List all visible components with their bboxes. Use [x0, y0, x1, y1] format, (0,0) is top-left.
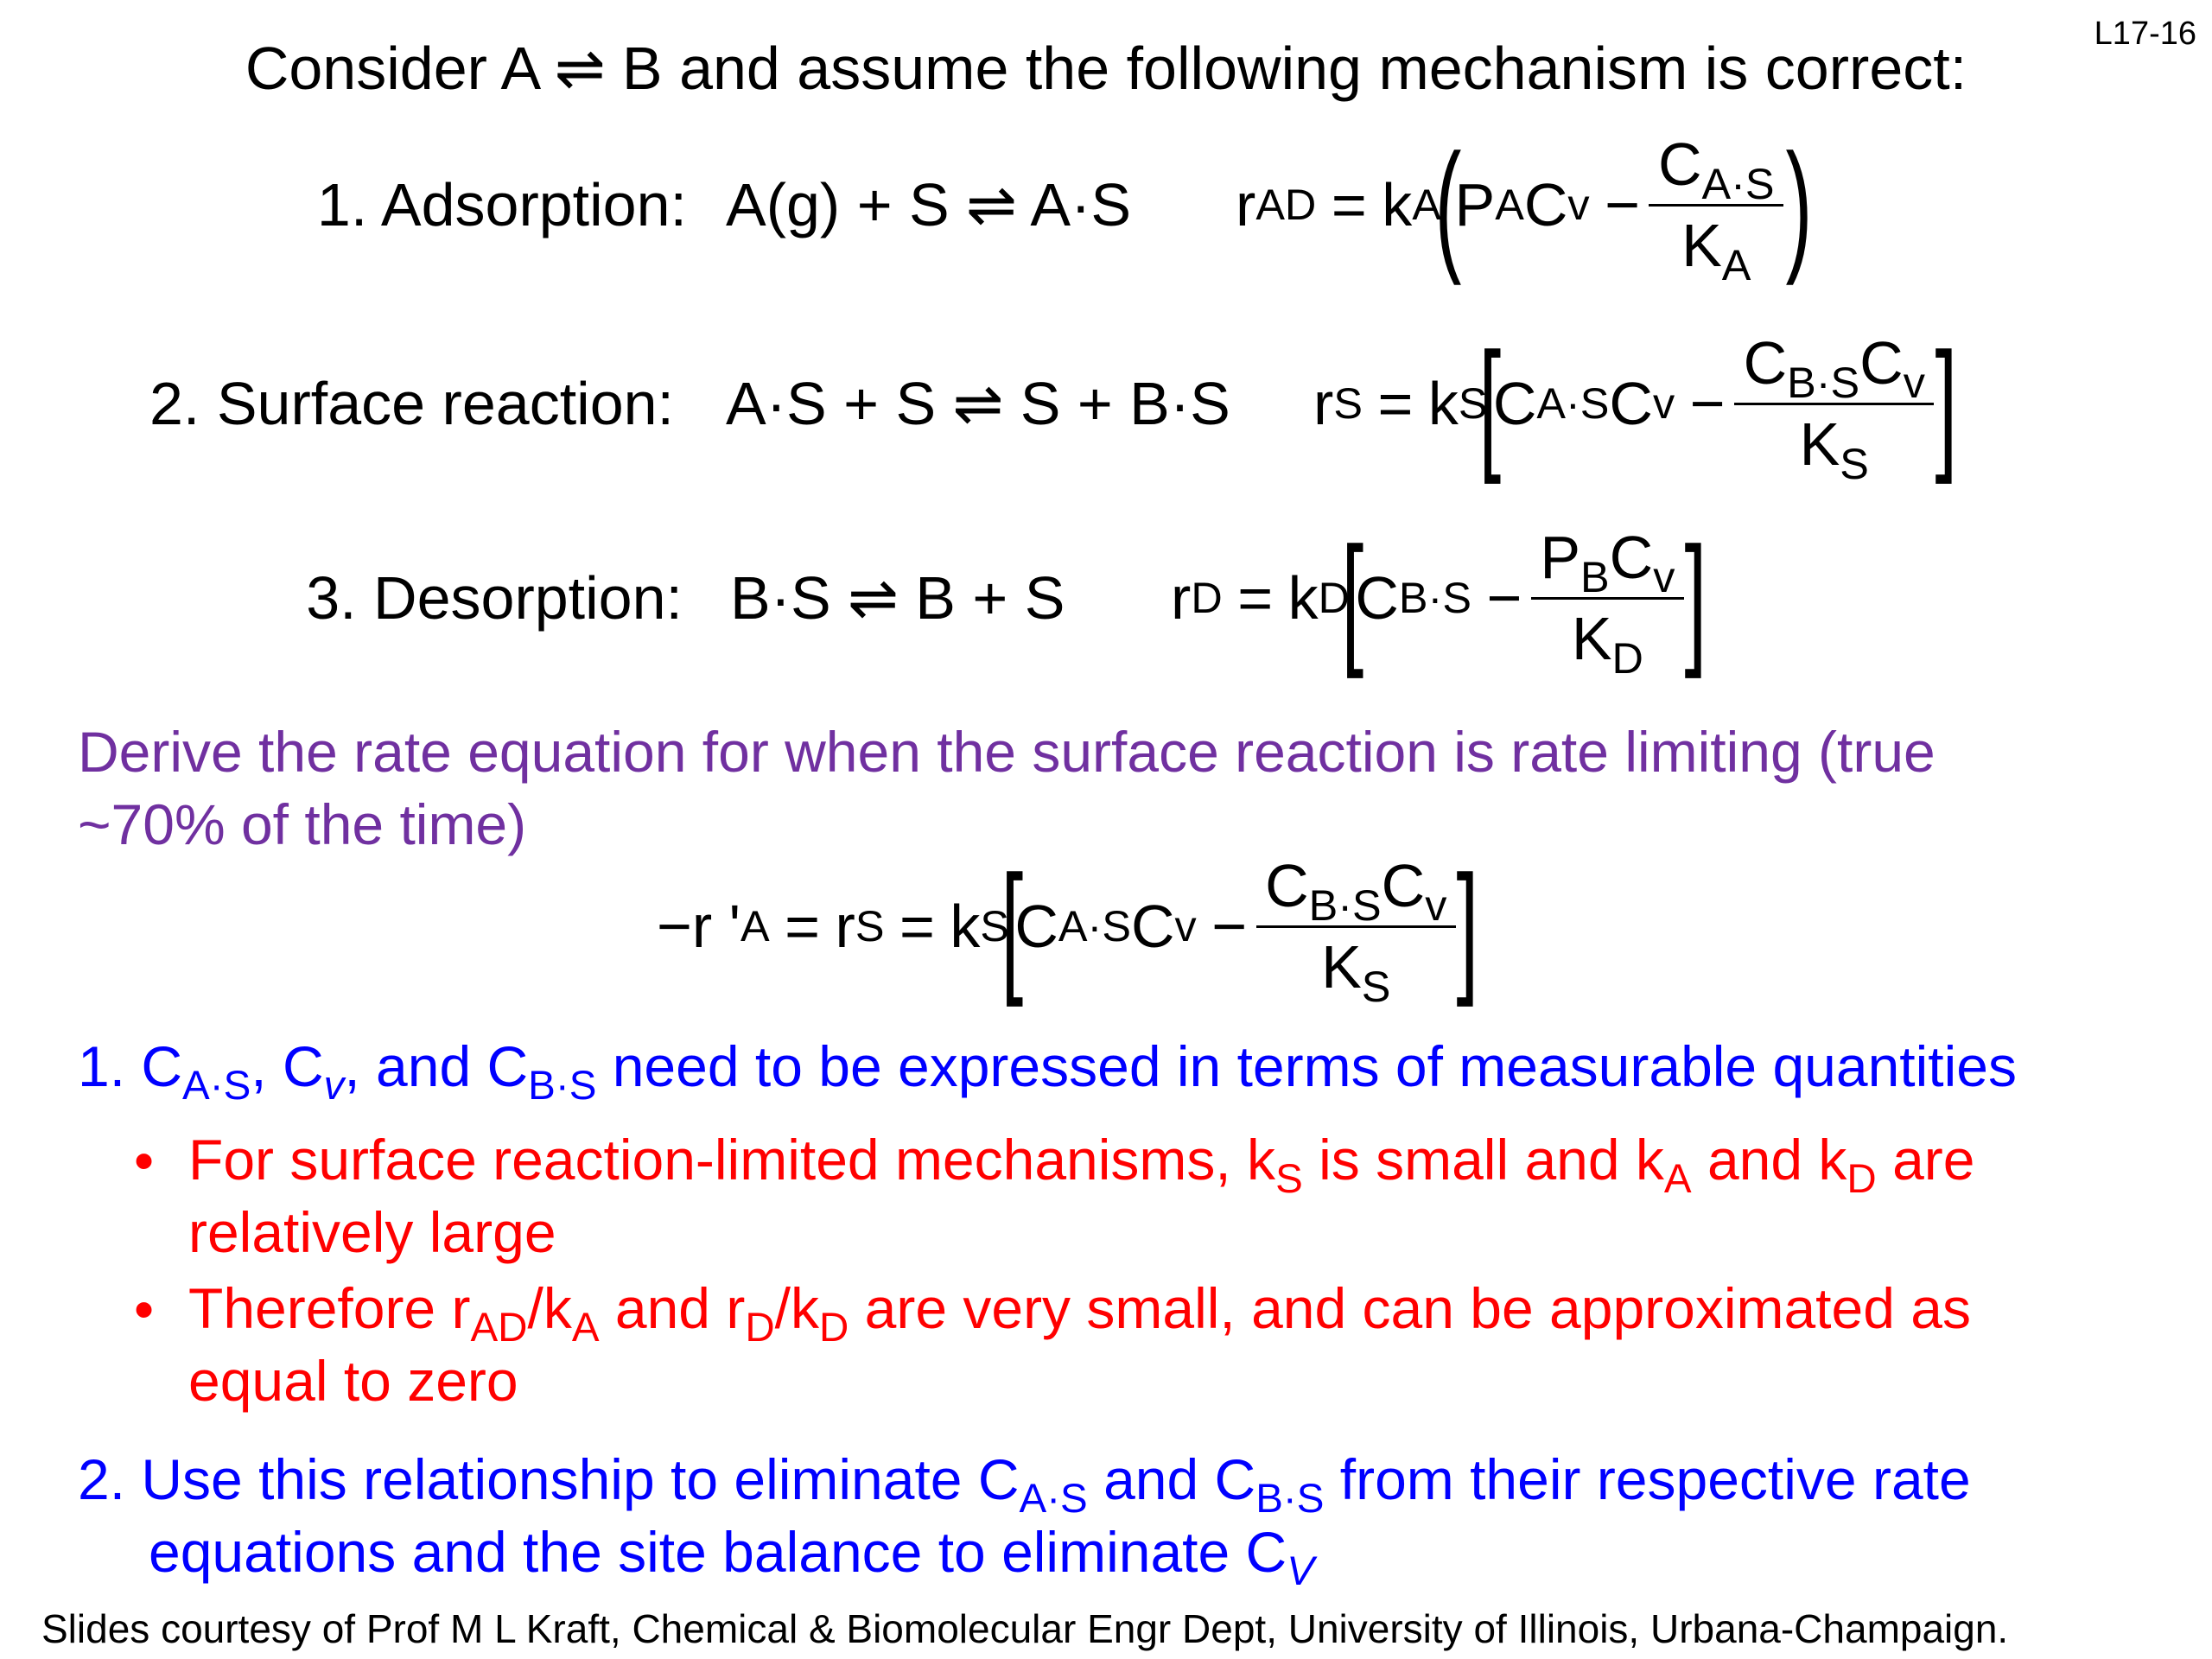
close-bracket: ]: [1935, 321, 1957, 485]
step-reaction: B·S ⇌ B + S: [730, 564, 1065, 632]
close-bracket: ]: [1456, 844, 1479, 1007]
bullet-dot: •: [134, 1277, 155, 1341]
close-bracket: ]: [1684, 516, 1707, 679]
fraction: $\frac{P_BC_v}{K_D}$: [1531, 523, 1684, 673]
footer-credit: Slides courtesy of Prof M L Kraft, Chemical & Biomolecular Engr Dept, University of Illinois, Urbana-Champaign.: [41, 1606, 2009, 1651]
rate-expression: r D = k D [ C B·S − $\frac{P_BC_v}{K_D}$ ]: [1171, 516, 1707, 683]
open-bracket: [: [1478, 321, 1502, 485]
step-reaction: A(g) + S ⇌ A·S: [726, 171, 1132, 239]
step-label: 2. Surface reaction:: [149, 370, 674, 438]
mechanism-step-desorption: [0, 516, 1707, 683]
mechanism-step-adsorption: [0, 123, 1813, 290]
mechanism-step-surface-reaction: [0, 321, 1957, 489]
slide-number: L17-16: [2094, 16, 2196, 52]
slide-title: Consider A ⇌ B and assume the following mechanism is correct:: [245, 35, 1967, 102]
derive-statement: Derive the rate equation for when the surface reaction is rate limiting (true ~70% of the time): [78, 720, 1936, 857]
rate-expression: r S = k S [ C A·S C v − $\frac{C_{B\cdot S}C_v}{K_S}$ ]: [1313, 321, 1957, 489]
bullet-dot: •: [134, 1128, 155, 1192]
close-paren: ): [1785, 123, 1813, 286]
bullet-item: For surface reaction-limited mechanisms, $k_S$ is small and $k_A$ and $k_D$ are relatively large: [188, 1128, 1975, 1265]
rate-expression: r AD = k A ( P A C v − $\frac{C_{A\cdot S}}{K_A}$ ): [1236, 123, 1813, 290]
open-bracket: [: [1341, 516, 1364, 679]
step-label: 3. Desorption:: [306, 564, 683, 632]
open-paren: (: [1434, 123, 1462, 286]
fraction: $\frac{C_{A\cdot S}}{K_A}$: [1649, 130, 1783, 280]
step-reaction: A·S + S ⇌ S + B·S: [726, 370, 1230, 438]
fraction: $\frac{C_{B\cdot S}C_v}{K_S}$: [1256, 851, 1456, 1001]
point-1: 1. $C_{A\cdot S}$, $C_v$, and $C_{B\cdot S}$ need to be expressed in terms of measurable quantities: [78, 1034, 2018, 1109]
rate-equation: −r ' A = r S = k S [ C A·S C v − $\frac{C_{B\cdot S}C_v}{K_S}$ ]: [657, 844, 1479, 1012]
open-bracket: [: [1001, 844, 1024, 1007]
point-2: 2. Use this relationship to eliminate $C_{A\cdot S}$ and $C_{B\cdot S}$ from their respective rate equations and the site balance to eliminate $C_V$: [78, 1447, 1971, 1595]
step-label: 1. Adsorption:: [316, 171, 687, 239]
bullet-item: Therefore $r_{AD}/k_A$ and $r_D/k_D$ are very small, and can be approximated as equal to zero: [188, 1276, 1971, 1414]
fraction: $\frac{C_{B\cdot S}C_v}{K_S}$: [1734, 328, 1934, 479]
